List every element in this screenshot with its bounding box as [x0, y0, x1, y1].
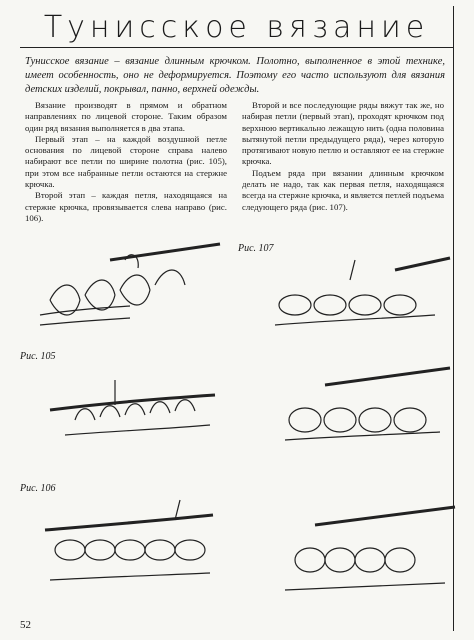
caption-fig-106: Рис. 106 — [20, 483, 56, 494]
page-number: 52 — [20, 619, 31, 631]
illustration-fig-106 — [35, 505, 220, 595]
right-column — [242, 100, 444, 213]
caption-fig-107: Рис. 107 — [238, 243, 274, 254]
right-paragraph-2: Подъем ряда при вязании длинным крючком делать не надо, так как первая петля, находящаяся всегда на стержне крючка, и является петлей подъема следующего ряда (рис. 107). — [242, 167, 444, 212]
illustration-fig-107-middle — [265, 370, 455, 455]
left-paragraph-3: Второй этап – каждая петля, находящаяся на стержне крючка, провязывается слева направо (рис. 106). — [25, 190, 227, 223]
left-paragraph-2: Первый этап – на каждой воздушной петле основания по лицевой стороне справа налево набирают все петли по ширине полотна (рис. 105), при этом все набранные петли остаются на стержне крючка. — [25, 133, 227, 190]
right-paragraph-1: Второй и все последующие ряды вяжут так же, но набирая петли (первый этап), проходят крючком под верхнюю вертикально лежащую нить (одна половина вытянутой петли предыдущего ряда), через которую протягивают новую петлю и оставляют ее на стержне крючка. — [242, 100, 444, 167]
illustration-fig-105 — [45, 375, 220, 450]
title-rule — [20, 47, 453, 48]
illustration-start-chain — [30, 240, 230, 345]
page-title: Тунисское вязание — [43, 10, 430, 45]
intro-paragraph: Тунисское вязание – вязание длинным крючком. Полотно, выполненное в этой технике, имеет особенность, оно не деформируется. Поэтому его часто используют для вязания детских изделий, покрывал, панно, верхней одежды. — [25, 56, 445, 95]
illustration-fig-107-top — [255, 260, 455, 340]
illustration-fig-107-bottom — [275, 505, 460, 605]
caption-fig-105: Рис. 105 — [20, 351, 56, 362]
left-paragraph-1: Вязание производят в прямом и обратном направлениях по лицевой стороне. Таким образом один ряд вязания выполняется в два этапа. — [25, 100, 227, 133]
left-column — [25, 100, 227, 224]
